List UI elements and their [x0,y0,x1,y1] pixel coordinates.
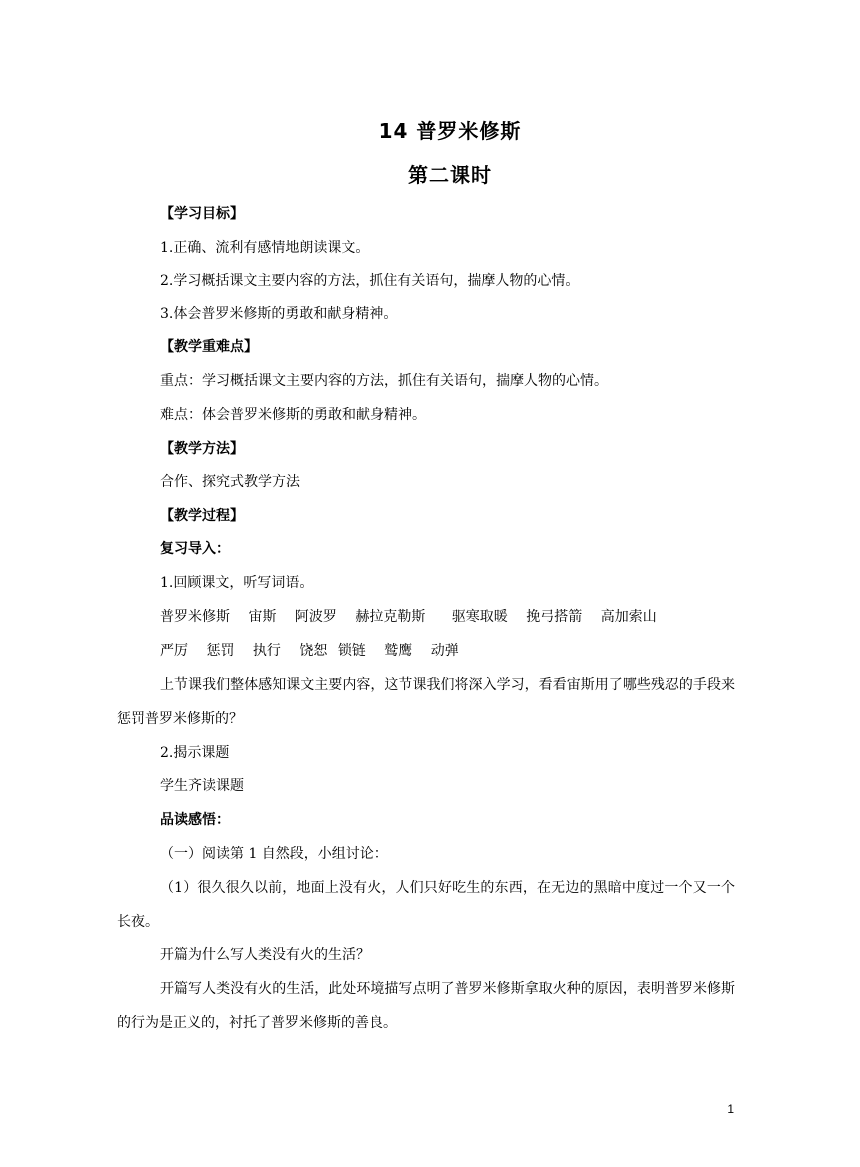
vocabulary-row-1 [160,600,735,634]
vocab-word: 普罗米修斯 [160,609,230,625]
vocab-word: 宙斯 [248,609,277,625]
objective-item: 3.体会普罗米修斯的勇敢和献身精神。 [160,306,398,322]
vocab-word: 鹫鹰 [384,643,413,659]
vocab-word: 饶恕 [299,643,328,659]
method-heading: 【教学方法】 [160,441,244,457]
vocab-word: 严厉 [160,643,188,659]
vocab-word: 锁链 [337,643,366,659]
reading-heading: 品读感悟： [160,812,230,828]
vocab-word: 高加索山 [600,609,657,625]
focus-text: 重点：学习概括课文主要内容的方法，抓住有关语句，揣摩人物的心情。 [160,373,608,389]
vocab-word: 阿波罗 [294,609,337,625]
page-number: 1 [727,1102,734,1116]
vocab-word: 惩罚 [206,643,235,659]
vocabulary-row-2 [160,634,735,668]
vocab-word: 执行 [252,643,281,659]
review-heading: 复习导入： [160,541,230,557]
vocab-word: 赫拉克勒斯 [355,609,426,625]
question-1: 开篇为什么写人类没有火的生活？ [160,947,370,963]
step-2: 2.揭示课题 [160,745,230,761]
step-2-detail: 学生齐读课题 [160,778,244,794]
objective-item: 2.学习概括课文主要内容的方法，抓住有关语句，揣摩人物的心情。 [160,273,580,289]
lesson-title: 14 普罗米修斯 [378,119,522,143]
method-text: 合作、探究式教学方法 [160,474,300,490]
vocab-word: 驱寒取暖 [451,609,508,625]
quote-1: （1）很久很久以前，地面上没有火，人们只好吃生的东西，在无边的黑暗中度过一个又一个长夜。 [117,880,735,930]
difficulty-text: 难点：体会普罗米修斯的勇敢和献身精神。 [160,407,426,423]
answer-1: 开篇写人类没有火的生活，此处环境描写点明了普罗米修斯拿取火种的原因，表明普罗米修斯的行为是正义的，衬托了普罗米修斯的善良。 [117,981,735,1031]
key-points-heading: 【教学重难点】 [160,339,258,355]
objective-item: 1.正确、流利有感情地朗读课文。 [160,240,370,256]
intro-paragraph: 上节课我们整体感知课文主要内容，这节课我们将深入学习，看看宙斯用了哪些残忍的手段来惩罚普罗米修斯的？ [117,677,735,727]
vocab-word: 挽弓搭箭 [526,609,583,625]
vocab-word: 动弹 [430,643,459,659]
lesson-subtitle: 第二课时 [408,163,492,187]
objectives-heading: 【学习目标】 [160,206,244,222]
step-1: 1.回顾课文，听写词语。 [160,575,314,591]
part-1: （一）阅读第 1 自然段，小组讨论： [160,846,388,862]
process-heading: 【教学过程】 [160,508,244,524]
